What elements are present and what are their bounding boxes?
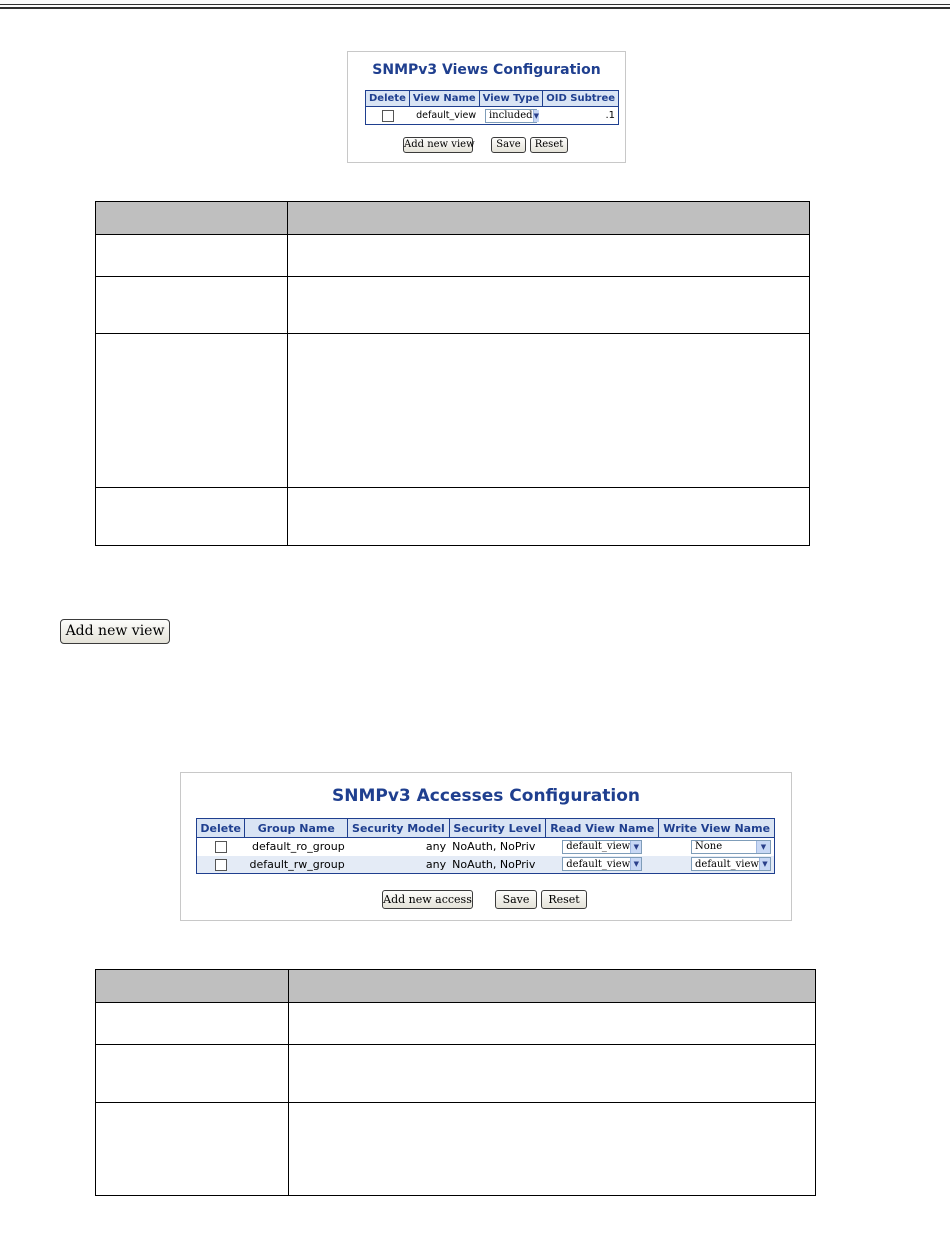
delete-checkbox[interactable] xyxy=(215,841,227,853)
col-view-name: View Name xyxy=(409,91,479,107)
view-type-select[interactable] xyxy=(485,109,537,123)
view-name-cell: default_view xyxy=(409,107,479,125)
views-description-table xyxy=(95,201,810,546)
write-view-value: None xyxy=(695,841,723,853)
chevron-down-icon: ▼ xyxy=(756,841,770,853)
accesses-description-table xyxy=(95,969,816,1196)
description-header xyxy=(96,202,809,235)
read-view-value: default_view xyxy=(566,841,631,853)
chevron-down-icon: ▼ xyxy=(759,858,770,870)
col-delete: Delete xyxy=(197,819,245,838)
security-model-cell: any xyxy=(348,838,449,856)
col-oid-subtree: OID Subtree xyxy=(543,91,619,107)
read-view-select[interactable] xyxy=(562,840,642,854)
reset-button[interactable]: Reset xyxy=(530,137,568,153)
accesses-config-panel xyxy=(180,772,792,921)
header-rule xyxy=(0,4,950,5)
write-view-select[interactable] xyxy=(691,857,771,871)
table-row xyxy=(366,107,619,125)
col-read-view-name: Read View Name xyxy=(546,819,659,838)
read-view-select[interactable] xyxy=(562,857,642,871)
views-panel-title: SNMPv3 Views Configuration xyxy=(372,62,601,78)
accesses-panel-title: SNMPv3 Accesses Configuration xyxy=(331,786,641,806)
add-new-view-button-large[interactable]: Add new view xyxy=(60,619,170,644)
save-button[interactable]: Save xyxy=(495,890,537,909)
add-new-access-button[interactable]: Add new access xyxy=(382,890,473,909)
header-rule-thick xyxy=(0,7,950,9)
write-view-value: default_view xyxy=(695,858,759,870)
security-level-cell: NoAuth, NoPriv xyxy=(449,838,546,856)
col-write-view-name: Write View Name xyxy=(659,819,775,838)
security-model-cell: any xyxy=(348,856,449,874)
security-level-cell: NoAuth, NoPriv xyxy=(449,856,546,874)
add-new-view-button[interactable]: Add new view xyxy=(403,137,473,153)
chevron-down-icon: ▼ xyxy=(630,858,641,870)
read-view-value: default_view xyxy=(566,858,631,870)
table-row xyxy=(197,856,775,874)
col-delete: Delete xyxy=(366,91,410,107)
chevron-down-icon: ▼ xyxy=(533,111,539,120)
col-group-name: Group Name xyxy=(245,819,348,838)
description-header xyxy=(96,970,815,1003)
views-table xyxy=(365,90,619,125)
group-name-cell: default_rw_group xyxy=(245,856,348,874)
delete-checkbox[interactable] xyxy=(382,110,394,122)
views-config-panel xyxy=(347,51,626,163)
col-security-model: Security Model xyxy=(348,819,449,838)
col-security-level: Security Level xyxy=(449,819,546,838)
table-row xyxy=(197,838,775,856)
view-type-value: included xyxy=(488,110,533,121)
group-name-cell: default_ro_group xyxy=(245,838,348,856)
save-button[interactable]: Save xyxy=(491,137,526,153)
oid-subtree-input[interactable]: .1 xyxy=(543,107,619,125)
accesses-table xyxy=(196,818,775,874)
reset-button[interactable]: Reset xyxy=(541,890,587,909)
chevron-down-icon: ▼ xyxy=(630,841,641,853)
delete-checkbox[interactable] xyxy=(215,859,227,871)
col-view-type: View Type xyxy=(479,91,543,107)
write-view-select[interactable] xyxy=(691,840,771,854)
